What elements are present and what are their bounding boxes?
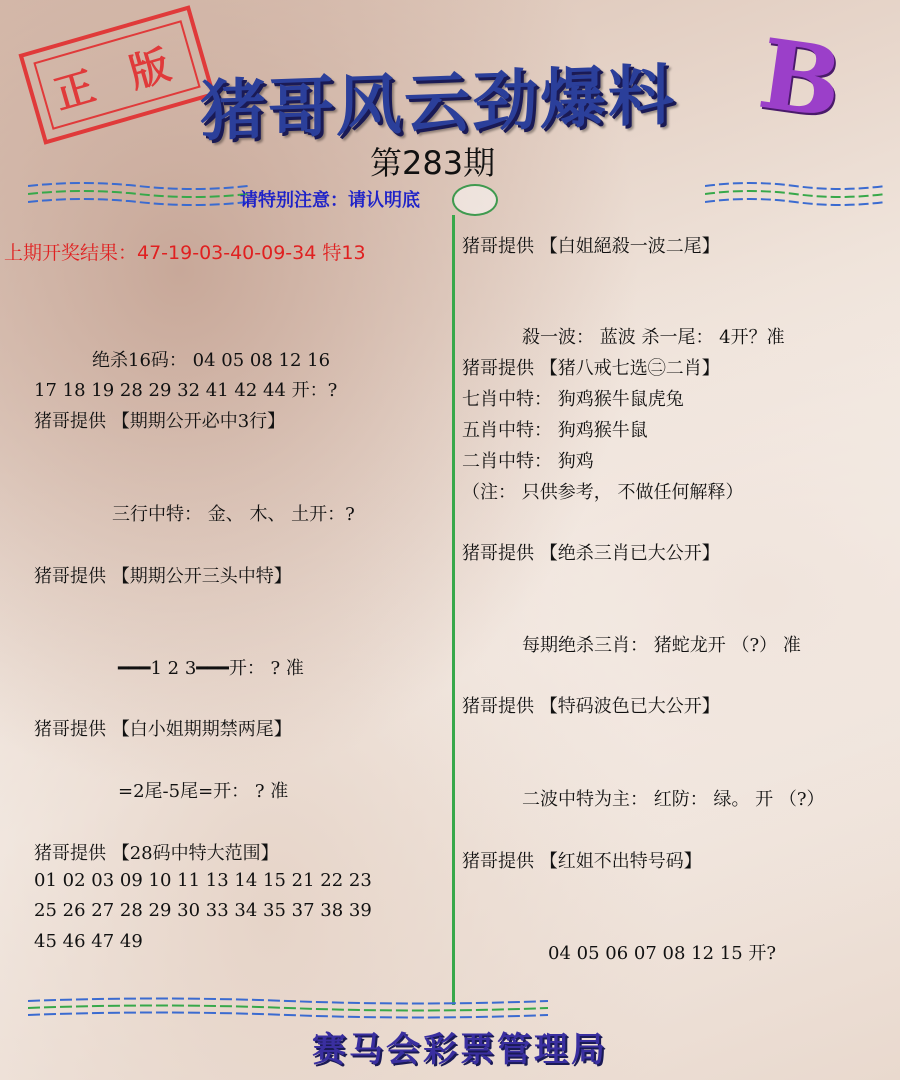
wave-decoration-left <box>28 180 248 210</box>
section-header-28-codes: 猪哥提供 【28码中特大范围】 <box>34 843 279 864</box>
section-header-wave-color: 猪哥提供 【特码波色已大公开】 <box>462 696 720 717</box>
zodiac-two: 二肖中特： 狗鸡 <box>462 451 594 472</box>
two-tails-body: =2尾-5尾=开： ? 准 <box>118 781 289 802</box>
section-header-zodiac: 猪哥提供 【猪八戒七选㊁二肖】 <box>462 358 720 379</box>
kill16-line-1: 绝杀16码： 04 05 08 12 16 <box>92 350 331 371</box>
section-header-kill-wave: 猪哥提供 【白姐絕殺一波二尾】 <box>462 236 720 257</box>
last-draw-result: 上期开奖结果：47-19-03-40-09-34 特13 <box>4 242 366 264</box>
edition-letter: B <box>752 16 849 141</box>
section-header-three-heads: 猪哥提供 【期期公开三头中特】 <box>34 566 292 587</box>
codes-row-1: 01 02 03 09 10 11 13 14 15 21 22 23 <box>34 870 372 891</box>
zodiac-five: 五肖中特： 狗鸡猴牛鼠 <box>462 420 648 441</box>
column-divider <box>452 215 455 1005</box>
stamp-text: 正 版 <box>33 20 200 130</box>
notice-text: 请特别注意：请认明底 <box>240 190 420 211</box>
kill-wave-body: 殺一波： 蓝波 杀一尾： 4开？准 <box>522 327 785 348</box>
page-title: 猪哥风云劲爆料 <box>200 56 676 151</box>
codes-row-3: 45 46 47 49 <box>34 931 143 952</box>
authentic-stamp <box>18 5 215 144</box>
zodiac-seven: 七肖中特： 狗鸡猴牛鼠虎兔 <box>462 389 684 410</box>
footer-organization: 赛马会彩票管理局 <box>312 1030 608 1070</box>
wave-decoration-bottom <box>28 996 548 1022</box>
issue-number: 第283期 <box>370 144 496 182</box>
three-rows-body: 三行中特： 金、 木、 土开：? <box>112 504 355 525</box>
three-heads-body: ━━━1 2 3━━━开： ? 准 <box>118 658 304 679</box>
kill16-line-2: 17 18 19 28 29 32 41 42 44 开：? <box>34 380 338 401</box>
red-sister-body: 04 05 06 07 08 12 15 开? <box>548 943 777 964</box>
section-header-red-sister: 猪哥提供 【红姐不出特号码】 <box>462 851 702 872</box>
kill-zodiac-body: 每期绝杀三肖： 猪蛇龙开 （?） 准 <box>522 635 801 656</box>
codes-row-2: 25 26 27 28 29 30 33 34 35 37 38 39 <box>34 900 372 921</box>
section-header-kill-zodiac: 猪哥提供 【绝杀三肖已大公开】 <box>462 543 720 564</box>
notice-badge <box>452 184 498 216</box>
section-header-three-rows: 猪哥提供 【期期公开必中3行】 <box>34 411 286 432</box>
section-header-two-tails: 猪哥提供 【白小姐期期禁两尾】 <box>34 719 292 740</box>
wave-color-body: 二波中特为主： 红防： 绿。 开 （?） <box>522 789 825 810</box>
wave-decoration-right <box>705 180 885 210</box>
zodiac-note: （注： 只供参考， 不做任何解释） <box>462 482 744 503</box>
